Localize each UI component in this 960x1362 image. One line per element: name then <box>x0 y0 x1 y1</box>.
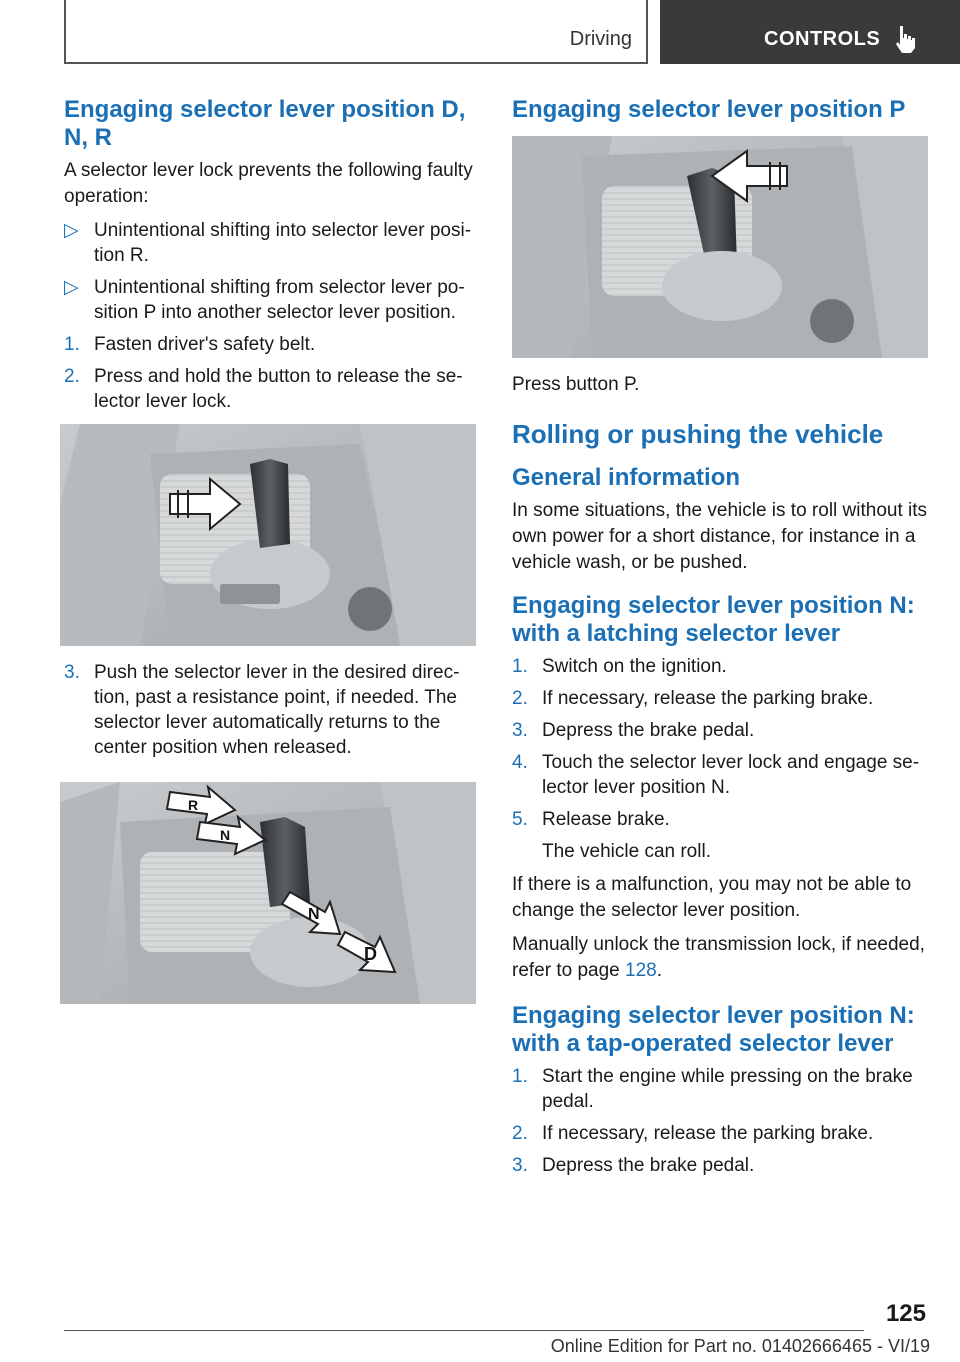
tap-steps-list <box>512 1064 928 1178</box>
list-item: 1. Fasten driver's safety belt. <box>64 334 316 355</box>
chapter-title: CONTROLS <box>764 28 881 50</box>
edition-text: Online Edition for Part no. 01402666465 - VI/19 <box>550 1336 930 1356</box>
unlock-text: Manually unlock the transmission lock, if needed, refer to page 128. <box>512 934 925 981</box>
latching-steps-list <box>512 654 928 832</box>
list-item: 2. Press and hold the button to release the se‐lector lever lock. <box>64 366 463 412</box>
faulty-operation-list <box>64 218 480 325</box>
list-item: 3. Push the selector lever in the desired direc‐tion, past a resistance point, if needed. The selector lever automatically returns to the center position when released. <box>64 662 460 758</box>
pointing-hand-icon <box>892 24 918 54</box>
figure-label-n: N <box>220 827 231 843</box>
roll-note: The vehicle can roll. <box>542 841 711 862</box>
list-item: 4. Touch the selector lever lock and engage se‐lector lever position N. <box>512 752 920 798</box>
triangle-bullet-icon: ▷ <box>64 220 79 241</box>
figure-label-n: N <box>308 906 320 923</box>
heading-latching-lever: Engaging selector lever position N: with a latching selector lever <box>512 592 915 647</box>
figure-lever-directions <box>60 782 476 1004</box>
malfunction-text: If there is a malfunction, you may not be able to change the selector lever position. <box>512 874 912 921</box>
general-info-text: In some situations, the vehicle is to roll without its own power for a short distance, for instance in a vehicle wash, or be pushed. <box>512 500 928 573</box>
section-title: Driving <box>569 28 632 50</box>
heading-general-info: General information <box>512 464 741 491</box>
heading-position-p: Engaging selector lever position P <box>512 96 906 123</box>
right-column <box>512 96 928 1185</box>
page-number: 125 <box>885 1300 926 1327</box>
heading-position-dnr: Engaging selector lever position D, N, R <box>64 96 466 151</box>
steps-list-b <box>64 660 480 760</box>
heading-tap-lever: Engaging selector lever position N: with a tap-operated selector lever <box>512 1002 915 1057</box>
list-item: ▷ Unintentional shifting into selector lever posi‐tion R. <box>64 220 472 266</box>
list-item: 1. Start the engine while pressing on the brake pedal. <box>512 1066 913 1112</box>
page-header <box>64 0 960 66</box>
list-item: 5. Release brake. <box>512 809 670 830</box>
figure-label-d: D <box>364 944 377 964</box>
figure-label-r: R <box>188 797 199 813</box>
list-item: 1. Switch on the ignition. <box>512 656 727 677</box>
list-item: 3. Depress the brake pedal. <box>512 720 755 741</box>
list-item: 2. If necessary, release the parking brake. <box>512 1123 874 1144</box>
steps-list-a <box>64 332 480 414</box>
footer-divider <box>64 1330 864 1331</box>
triangle-bullet-icon: ▷ <box>64 277 79 298</box>
figure-release-lock <box>60 424 476 646</box>
chapter-tab <box>660 0 960 64</box>
list-item: ▷ Unintentional shifting from selector lever po‐sition P into another selector lever position. <box>64 277 465 323</box>
left-column <box>64 96 480 1018</box>
press-button-text: Press button P. <box>512 374 640 395</box>
list-item: 2. If necessary, release the parking brake. <box>512 688 874 709</box>
page-reference-link[interactable]: 128 <box>625 960 657 981</box>
section-tab <box>64 0 648 64</box>
list-item: 3. Depress the brake pedal. <box>512 1155 755 1176</box>
heading-rolling: Rolling or pushing the vehicle <box>512 419 884 449</box>
intro-text: A selector lever lock prevents the following faulty operation: <box>64 160 473 207</box>
figure-button-p <box>512 136 928 358</box>
